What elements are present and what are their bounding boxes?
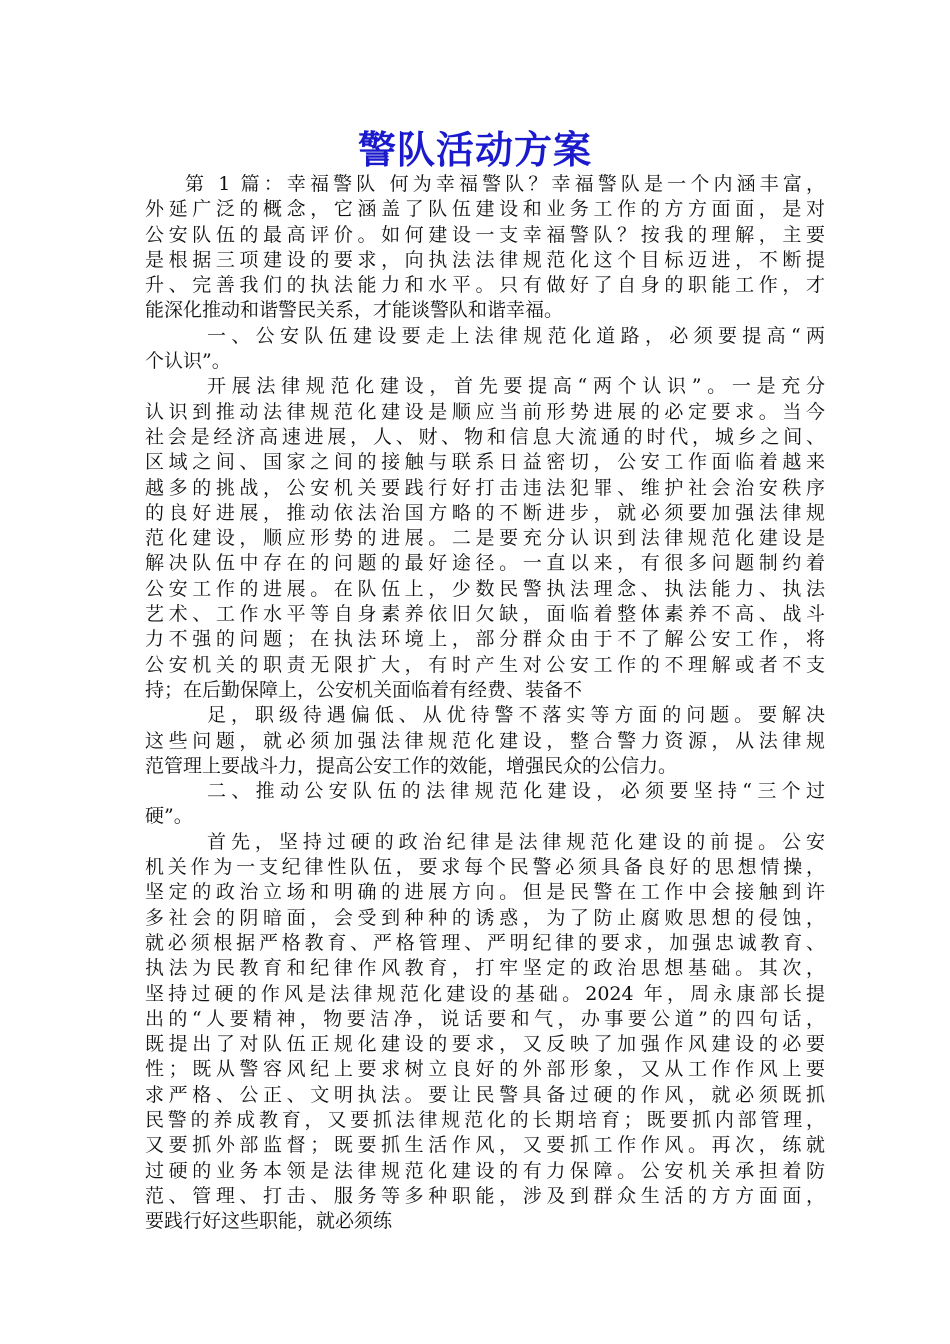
document-body <box>145 172 825 1234</box>
text-line: 足，职级待遇偏低、从优待警不落实等方面的问题。要解决 <box>207 704 825 727</box>
text-line: 第 1 篇：幸福警队 何为幸福警队？幸福警队是一个内涵丰富， <box>185 173 825 195</box>
text-line: 执法为民教育和纪律作风教育，打牢坚定的政治思想基础。其次， <box>145 957 825 980</box>
text-line: 公安队伍的最高评价。如何建设一支幸福警队？按我的理解，主要 <box>145 223 825 246</box>
text-line: 多社会的阴暗面，会受到种种的诱惑，为了防止腐败思想的侵蚀， <box>145 906 825 929</box>
text-line: 要践行好这些职能，就必须练 <box>145 1210 393 1233</box>
text-line: 范管理上要战斗力，提高公安工作的效能，增强民众的公信力。 <box>145 754 678 777</box>
text-line: 出的“人要精神，物要洁净，说话要和气，办事要公道”的四句话， <box>145 1007 825 1030</box>
text-line: 机关作为一支纪律性队伍，要求每个民警必须具备良好的思想情操， <box>145 856 825 879</box>
text-line: 外延广泛的概念，它涵盖了队伍建设和业务工作的方方面面，是对 <box>145 198 825 221</box>
text-line: 性；既从警容风纪上要求树立良好的外部形象，又从工作作风上要 <box>145 1058 825 1081</box>
text-line: 又要抓外部监督；既要抓生活作风，又要抓工作作风。再次，练就 <box>145 1134 825 1157</box>
text-line: 首先，坚持过硬的政治纪律是法律规范化建设的前提。公安 <box>207 830 825 853</box>
text-line: 范、管理、打击、服务等多种职能，涉及到群众生活的方方面面， <box>145 1184 825 1207</box>
text-line: 能深化推动和谐警民关系，才能谈警队和谐幸福。 <box>145 299 564 322</box>
text-line: 这些问题，就必须加强法律规范化建设，整合警力资源，从法律规 <box>145 729 825 752</box>
section-heading-line: 二、推动公安队伍的法律规范化建设，必须要坚持“三个过 <box>207 780 825 803</box>
text-line: 力不强的问题；在执法环境上，部分群众由于不了解公安工作，将 <box>145 628 825 651</box>
text-line: 求严格、公正、文明执法。要让民警具备过硬的作风，就必须既抓 <box>145 1083 825 1106</box>
text-line: 公安工作的进展。在队伍上，少数民警执法理念、执法能力、执法 <box>145 577 825 600</box>
text-line: 既提出了对队伍正规化建设的要求，又反映了加强作风建设的必要 <box>145 1033 825 1056</box>
text-line: 社会是经济高速进展，人、财、物和信息大流通的时代，城乡之间、 <box>145 425 825 448</box>
text-line: 持；在后勤保障上，公安机关面临着有经费、装备不 <box>145 678 583 701</box>
text-line: 是根据三项建设的要求，向执法法律规范化这个目标迈进，不断提 <box>145 248 825 271</box>
text-line: 坚持过硬的作风是法律规范化建设的基础。2024 年，周永康部长提 <box>145 982 825 1005</box>
text-line: 范化建设，顺应形势的进展。二是要充分认识到法律规范化建设是 <box>145 527 825 550</box>
text-line: 的良好进展，推动依法治国方略的不断进步，就必须要加强法律规 <box>145 501 825 524</box>
section-heading-line: 一、公安队伍建设要走上法律规范化道路，必须要提高“两 <box>207 324 825 347</box>
text-line: 坚定的政治立场和明确的进展方向。但是民警在工作中会接触到许 <box>145 881 825 904</box>
text-line: 民警的养成教育，又要抓法律规范化的长期培育；既要抓内部管理， <box>145 1108 825 1131</box>
text-line: 开展法律规范化建设，首先要提高“两个认识”。一是充分 <box>207 375 825 398</box>
text-line: 就必须根据严格教育、严格管理、严明纪律的要求，加强忠诚教育、 <box>145 931 825 954</box>
text-line: 认识到推动法律规范化建设是顺应当前形势进展的必定要求。当今 <box>145 400 825 423</box>
section-heading-line: 个认识”。 <box>145 350 231 373</box>
text-line: 过硬的业务本领是法律规范化建设的有力保障。公安机关承担着防 <box>145 1159 825 1182</box>
text-line: 越多的挑战，公安机关要践行好打击违法犯罪、维护社会治安秩序 <box>145 476 825 499</box>
text-line: 公安机关的职责无限扩大，有时产生对公安工作的不理解或者不支 <box>145 653 825 676</box>
text-line: 解决队伍中存在的问题的最好途径。一直以来，有很多问题制约着 <box>145 552 825 575</box>
document-title: 警队活动方案 <box>357 128 592 172</box>
text-line: 升、完善我们的执法能力和水平。只有做好了自身的职能工作，才 <box>145 274 825 297</box>
text-line: 区域之间、国家之间的接触与联系日益密切，公安工作面临着越来 <box>145 451 825 474</box>
text-line: 艺术、工作水平等自身素养依旧欠缺，面临着整体素养不高、战斗 <box>145 603 825 626</box>
section-heading-line: 硬”。 <box>145 805 193 828</box>
